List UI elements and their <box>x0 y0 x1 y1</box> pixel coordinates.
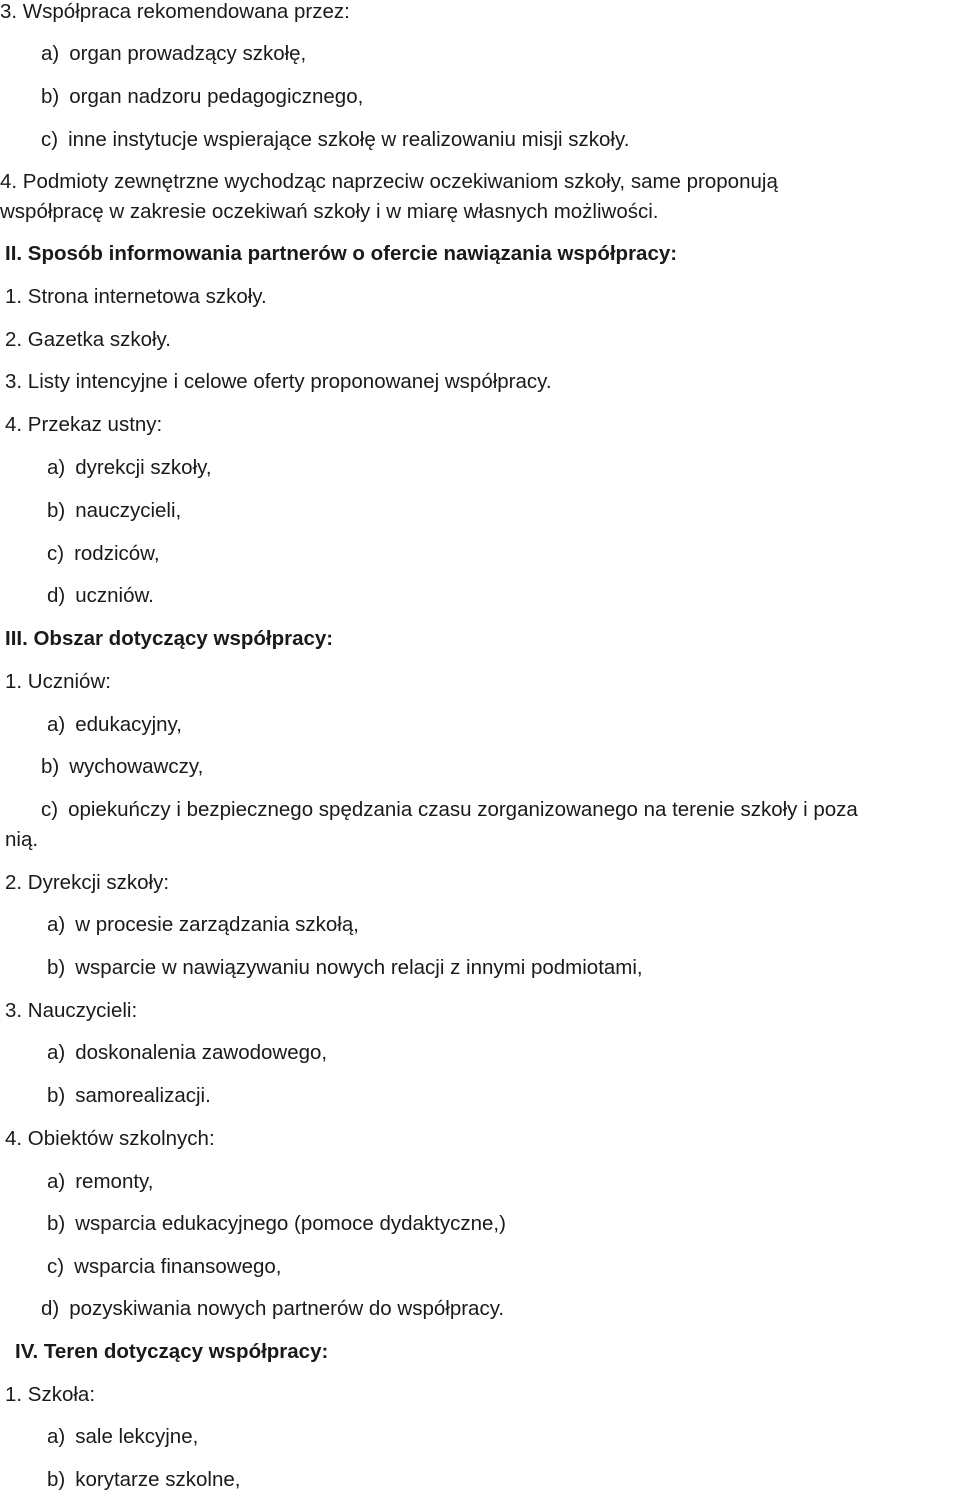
list-subitem <box>47 1255 281 1279</box>
list-subitem <box>47 456 212 480</box>
list-subitem <box>47 1468 240 1492</box>
list-subitem <box>41 85 363 109</box>
item-text: 3. Współpraca rekomendowana przez: <box>0 0 350 23</box>
item-text: samorealizacji. <box>75 1084 211 1107</box>
item-text: 3. Listy intencyjne i celowe oferty proponowanej współpracy. <box>5 370 552 393</box>
list-item <box>5 285 267 309</box>
item-text: nauczycieli, <box>75 499 182 522</box>
list-item <box>5 413 162 437</box>
item-text: wsparcie w nawiązywaniu nowych relacji z innymi podmiotami, <box>75 956 643 979</box>
list-subitem <box>41 42 306 66</box>
item-text: edukacyjny, <box>75 713 182 736</box>
item-marker: a) <box>47 1170 66 1193</box>
list-subitem <box>41 798 858 822</box>
list-subitem <box>47 499 181 523</box>
item-text: wsparcia finansowego, <box>74 1255 282 1278</box>
item-marker: b) <box>47 499 66 522</box>
item-text: współpracę w zakresie oczekiwań szkoły i w miarę własnych możliwości. <box>0 200 659 223</box>
item-text: wsparcia edukacyjnego (pomoce dydaktyczne,) <box>75 1212 506 1235</box>
item-marker: d) <box>41 1297 60 1320</box>
list-item <box>5 370 552 394</box>
item-marker: c) <box>41 798 59 821</box>
item-text: dyrekcji szkoły, <box>75 456 212 479</box>
item-text: w procesie zarządzania szkołą, <box>75 913 359 936</box>
list-subitem <box>41 128 629 152</box>
list-subitem <box>47 913 359 937</box>
item-text: 3. Nauczycieli: <box>5 999 138 1022</box>
item-marker: c) <box>47 542 65 565</box>
item-text: 4. Przekaz ustny: <box>5 413 163 436</box>
item-marker: b) <box>47 956 66 979</box>
list-subitem <box>47 956 643 980</box>
item-text: inne instytucje wspierające szkołę w realizowaniu misji szkoły. <box>68 128 630 151</box>
item-text: 1. Uczniów: <box>5 670 111 693</box>
item-marker: a) <box>47 1041 66 1064</box>
list-subitem <box>47 713 182 737</box>
list-item <box>5 828 38 852</box>
item-text: doskonalenia zawodowego, <box>75 1041 328 1064</box>
list-subitem <box>41 1297 504 1321</box>
item-text: organ prowadzący szkołę, <box>69 42 307 65</box>
item-marker: b) <box>41 85 60 108</box>
item-marker: c) <box>47 1255 65 1278</box>
list-item <box>0 170 778 194</box>
item-text: 2. Gazetka szkoły. <box>5 328 171 351</box>
item-text: 2. Dyrekcji szkoły: <box>5 871 170 894</box>
item-marker: a) <box>41 42 60 65</box>
section-heading <box>15 1340 328 1364</box>
list-item <box>5 670 111 694</box>
list-item <box>5 328 171 352</box>
list-item <box>5 871 169 895</box>
list-subitem <box>47 1041 327 1065</box>
item-text: opiekuńczy i bezpiecznego spędzania czasu zorganizowanego na terenie szkoły i poza <box>68 798 858 821</box>
item-marker: b) <box>41 755 60 778</box>
item-text: sale lekcyjne, <box>75 1425 199 1448</box>
list-item <box>0 0 350 24</box>
item-text: II. Sposób informowania partnerów o ofercie nawiązania współpracy: <box>5 242 678 265</box>
item-text: korytarze szkolne, <box>75 1468 241 1491</box>
item-marker: b) <box>47 1084 66 1107</box>
list-item <box>5 1127 215 1151</box>
item-marker: b) <box>47 1468 66 1491</box>
item-marker: a) <box>47 913 66 936</box>
item-text: organ nadzoru pedagogicznego, <box>69 85 364 108</box>
list-item <box>5 999 137 1023</box>
item-marker: a) <box>47 456 66 479</box>
item-text: 1. Strona internetowa szkoły. <box>5 285 267 308</box>
item-text: III. Obszar dotyczący współpracy: <box>5 627 334 650</box>
item-text: nią. <box>5 828 39 851</box>
list-subitem <box>47 1170 153 1194</box>
list-subitem <box>41 755 203 779</box>
item-marker: b) <box>47 1212 66 1235</box>
item-marker: a) <box>47 713 66 736</box>
list-subitem <box>47 584 154 608</box>
item-text: wychowawczy, <box>69 755 204 778</box>
list-item <box>0 200 658 224</box>
list-subitem <box>47 542 160 566</box>
item-text: 4. Podmioty zewnętrzne wychodząc naprzeciw oczekiwaniom szkoły, same proponują <box>0 170 778 193</box>
item-text: pozyskiwania nowych partnerów do współpracy. <box>69 1297 505 1320</box>
item-text: remonty, <box>75 1170 154 1193</box>
section-heading <box>5 242 677 266</box>
list-item <box>5 1383 95 1407</box>
section-heading <box>5 627 333 651</box>
item-marker: a) <box>47 1425 66 1448</box>
item-marker: d) <box>47 584 66 607</box>
item-text: uczniów. <box>75 584 154 607</box>
item-text: 4. Obiektów szkolnych: <box>5 1127 215 1150</box>
item-text: IV. Teren dotyczący współpracy: <box>15 1340 329 1363</box>
item-marker: c) <box>41 128 59 151</box>
list-subitem <box>47 1425 198 1449</box>
item-text: 1. Szkoła: <box>5 1383 96 1406</box>
list-subitem <box>47 1084 211 1108</box>
item-text: rodziców, <box>74 542 160 565</box>
list-subitem <box>47 1212 506 1236</box>
